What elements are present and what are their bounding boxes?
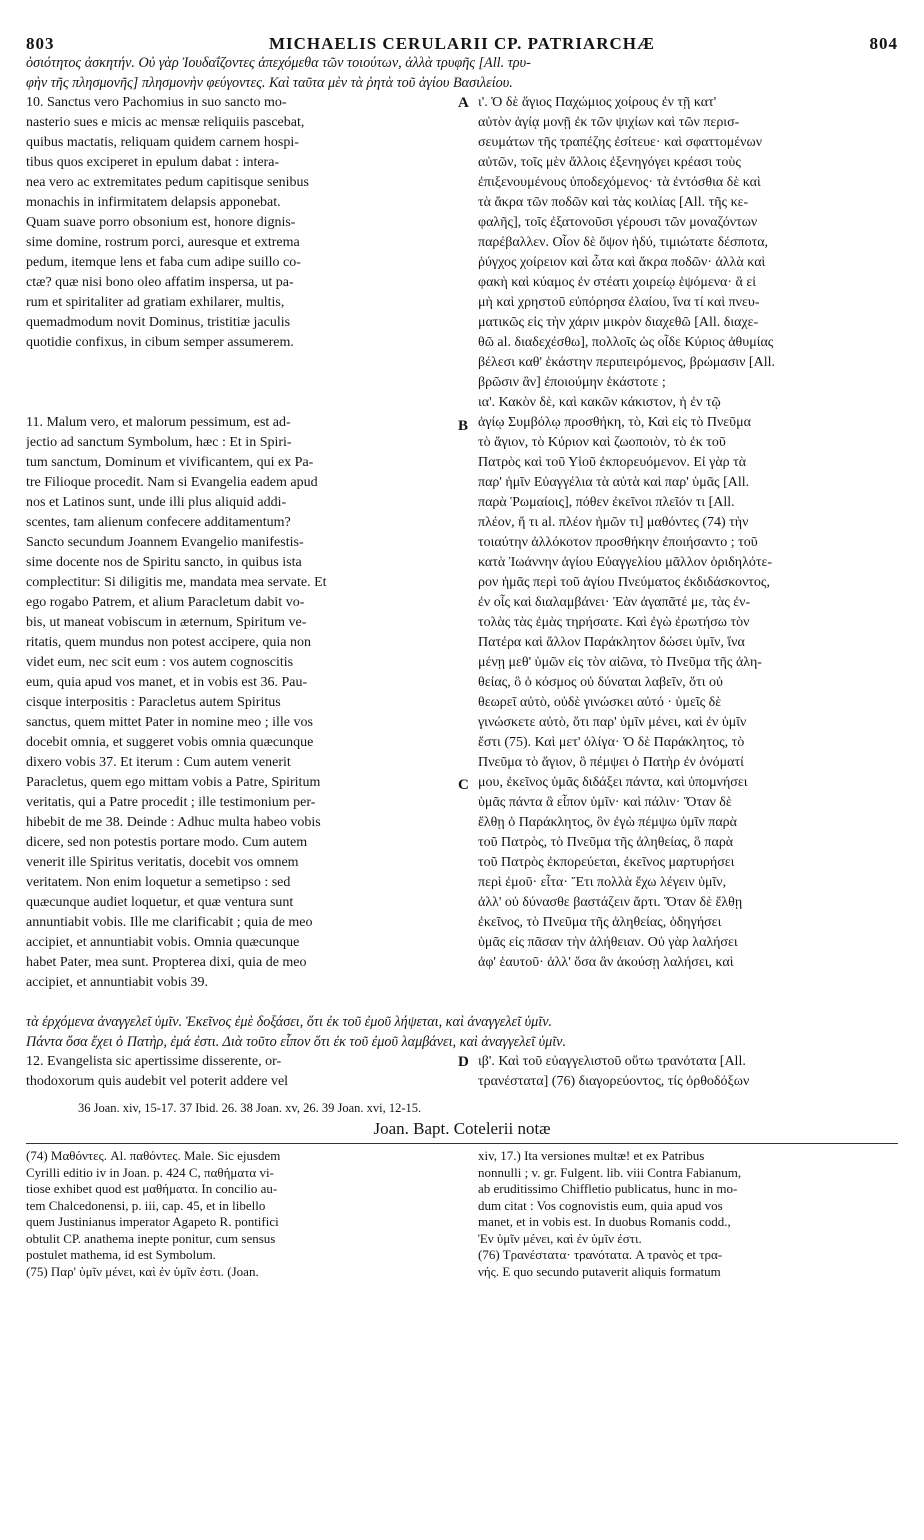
text-line: παρέβαλλεν. Οἷον δὲ ὄψον ἡδύ, τιμιώτατε δέσποτα, <box>478 235 769 250</box>
text-line: postulet mathema, id est Symbolum. <box>26 1247 216 1262</box>
text-line: τολὰς τὰς ἐμὰς τηρήσατε. Καὶ ἐγὼ ἐρωτήσω τὸν <box>478 615 750 630</box>
text-line: dicere, sed non potestis portare modo. Cum autem <box>26 835 308 850</box>
text-line <box>26 373 454 393</box>
text-line: eum, quia apud vos manet, et in vobis est 36. Pau- <box>26 675 308 690</box>
text-line: dum citat : Vos cognovistis eum, quia apud vos <box>478 1197 723 1213</box>
latin-column-tail <box>26 1052 454 1092</box>
text-line: ὑμᾶς εἰς πᾶσαν τὴν ἀλήθειαν. Οὐ γὰρ λαλήσει <box>478 935 738 950</box>
text-line: Πατρὸς καὶ τοῦ Υἱοῦ ἐκπορευόμενον. Εἰ γὰρ τὰ <box>478 455 747 470</box>
text-line: nea vero ac extremitates pedum capitisque senibus <box>26 175 310 190</box>
margin-marker-a: A <box>458 95 469 111</box>
text-line: ἀφ' ἑαυτοῦ· ἀλλ' ὅσα ἂν ἀκούσῃ λαλήσει, καὶ <box>478 955 734 970</box>
text-line: ι'. Ὁ δὲ ἅγιος Παχώμιος χοίρους ἐν τῇ κατ' <box>478 95 717 110</box>
text-line: manet, et in vobis est. In duobus Romanis codd., <box>478 1214 731 1229</box>
text-line: πλέον, ἤ τι al. πλέον ἡμῶν τι] μαθόντες (74) τὴν <box>478 515 749 530</box>
text-line: accipiet, et annuntiabit vobis. Omnia quæcunque <box>26 935 300 950</box>
text-line: ἔστι (75). Καὶ μετ' ὀλίγα· Ὁ δὲ Παράκλητος, τὸ <box>478 735 745 750</box>
text-line: 10. Sanctus vero Pachomius in suo sancto mo- <box>26 95 287 110</box>
footnote-references: 36 Joan. xiv, 15-17. 37 Ibid. 26. 38 Joan. xv, 26. 39 Joan. xvi, 12-15. <box>78 1101 422 1115</box>
latin-column <box>26 93 454 993</box>
text-line: 11. Malum vero, et malorum pessimum, est ad- <box>26 415 291 430</box>
text-line: sanctus, quem mittet Pater in nomine meo ; ille vos <box>26 715 313 730</box>
text-line: θείας, ὃ ὁ κόσμος οὐ δύναται λαβεῖν, ὅτι οὐ <box>478 675 723 690</box>
text-line: sime docente nos de Spiritu sancto, in quibus ista <box>26 555 302 570</box>
text-line: περὶ ἐμοῦ· εἶτα· Ἔτι πολλὰ ἔχω λέγειν ὑμῖν, <box>478 875 727 890</box>
text-line: φαλῆς], τοῖς ἐξατονοῦσι γέρουσι τῶν μοναζόντων <box>478 215 758 230</box>
text-line: Cyrilli editio iv in Joan. p. 424 C, παθήματα vi- <box>26 1164 274 1180</box>
page-number-right: 804 <box>869 34 898 53</box>
text-line: scentes, tam alienum confecere additamentum? <box>26 515 291 530</box>
text-line: θεωρεῖ αὐτὸ, οὐδὲ γινώσκει αὐτό · ὑμεῖς δὲ <box>478 695 722 710</box>
text-line: ἀλλ' οὐ δύνασθε βαστάζειν ἄρτι. Ὅταν δὲ ἔλθῃ <box>478 895 743 910</box>
page <box>26 12 898 1532</box>
text-line: γινώσκετε αὐτὸ, ὅτι παρ' ὑμῖν μένει, καὶ ἐν ὑμῖν <box>478 715 747 730</box>
text-line: jectio ad sanctum Symbolum, hæc : Et in Spiri- <box>26 435 292 450</box>
text-line: μὴ καὶ χρηστοῦ εὐπόρησα ἐλαίου, ἵνα τί καὶ πνευ- <box>478 295 760 310</box>
text-line: quem Justinianus imperator Agapeto R. pontifici <box>26 1214 279 1229</box>
text-line: rum et spiritaliter ad gratiam exhilarer, multis, <box>26 295 285 310</box>
notes-section <box>26 1148 898 1288</box>
text-line: ματικῶς εἰς τὴν χάριν μικρὸν διαχεθῶ [All. διαχε- <box>478 315 759 330</box>
text-line: nasterio sues e micis ac mensæ reliquiis pascebat, <box>26 115 305 130</box>
text-line: φακὴ καὶ κύαμος ἐν στέατι χοιρείῳ ἑψόμενα· ἃ εἰ <box>478 275 757 290</box>
page-header <box>26 12 898 53</box>
text-line: ctæ? quæ nisi bono oleo affatim inspersa, ut pa- <box>26 275 294 290</box>
page-number-left: 803 <box>26 34 55 53</box>
text-line: Sancto secundum Joannem Evangelio manifestis- <box>26 535 304 550</box>
text-line: quemadmodum novit Dominus, tristitiæ jaculis <box>26 315 291 330</box>
text-line: ἁγίῳ Συμβόλῳ προσθήκη, τὸ, Καὶ εἰς τὸ Πνεῦμα <box>478 415 751 430</box>
text-line: βρῶσιν ἂν] ἐποιούμην ἑκάστοτε ; <box>478 375 666 390</box>
text-line: tibus quos exciperet in epulum dabat : intera- <box>26 155 280 170</box>
text-line: tem Chalcedonensi, p. iii, cap. 45, et in libello <box>26 1197 266 1213</box>
scripture-references <box>26 1100 898 1117</box>
text-line: veritatis, qui a Patre procedit ; ille testimonium per- <box>26 795 316 810</box>
margin-marker-b: B <box>458 418 469 434</box>
text-line: τοῦ Πατρὸς ἐκπορεύεται, ἐκεῖνος μαρτυρήσει <box>478 855 735 870</box>
text-line: ἐκεῖνος, τὸ Πνεῦμα τῆς ἀληθείας, ὁδηγήσει <box>478 915 722 930</box>
text-line: σευμάτων τῆς τραπέζης ἐσίτευε· καὶ σφαττομένων <box>478 135 763 150</box>
text-line: (76) Τρανέστατα· τρανότατα. A τρανὸς et τρα- <box>478 1247 723 1262</box>
text-line: βέλεσι καθ' ἑκάστην περιπειρόμενος, βρώμασιν [All. <box>478 355 775 370</box>
text-line: ἔλθῃ ὁ Παράκλητος, ὃν ἐγὼ πέμψω ὑμῖν παρὰ <box>478 815 737 830</box>
greek-column-tail <box>478 1052 896 1092</box>
text-line: complectitur: Si diligitis me, mandata mea servate. Et <box>26 575 327 590</box>
top-greek-lines <box>26 54 898 93</box>
text-line: παρ' ἡμῖν Εὐαγγέλια τὰ αὐτὰ καὶ παρ' ὑμᾶς [All. <box>478 475 750 490</box>
text-line: ab eruditissimo Chiffletio publicatus, hunc in mo- <box>478 1181 738 1196</box>
notes-title: Joan. Bapt. Cotelerii notæ <box>373 1119 551 1138</box>
text-line: annuntiabit vobis. Ille me clarificabit ; quia de meo <box>26 915 313 930</box>
margin-marker-d: D <box>458 1054 469 1070</box>
text-line: quæcunque audiet loquetur, et quæ ventura sunt <box>26 895 294 910</box>
text-line: νής. E quo secundo putaverit aliquis formatum <box>478 1263 721 1279</box>
text-line: ritatis, quem mundus non potest accipere, quia non <box>26 635 311 650</box>
text-line: αὐτὸν ἁγίᾳ μονῇ ἐκ τῶν ψιχίων καὶ τῶν περισ- <box>478 115 740 130</box>
text-line: ιβ'. Καὶ τοῦ εὐαγγελιστοῦ οὕτω τρανότατα [All. <box>478 1054 746 1069</box>
text-line: Ἐν ὑμῖν μένει, καὶ ἐν ὑμῖν ἐστι. <box>478 1230 642 1246</box>
text-line: bis, ut maneat vobiscum in æternum, Spiritum ve- <box>26 615 307 630</box>
text-line: quotidie confixus, in cibum semper assumerem. <box>26 335 294 350</box>
greek-column <box>478 93 896 973</box>
text-line: Πάντα ὅσα ἔχει ὁ Πατὴρ, ἐμά ἐστι. Διὰ τοῦτο εἶπον ὅτι ἐκ τοῦ ἐμοῦ λαμβάνει, καὶ ἀναγγελεῖ ὑμῖν. <box>26 1033 567 1050</box>
text-line: τὸ ἅγιον, τὸ Κύριον καὶ ζωοποιὸν, τὸ ἐκ τοῦ <box>478 435 726 450</box>
text-line: quibus mactatis, reliquam quidem carnem hospi- <box>26 135 299 150</box>
notes-left-column <box>26 1148 454 1280</box>
text-line: Πατέρα καὶ ἄλλον Παράκλητον δώσει ὑμῖν, ἵνα <box>478 635 745 650</box>
mid-greek-lines <box>26 1013 898 1052</box>
text-line: ρον ἡμᾶς περὶ τοῦ ἁγίου Πνεύματος ἐκδιδάσκοντος, <box>478 575 770 590</box>
text-line: Quam suave porro obsonium est, honore dignis- <box>26 215 296 230</box>
two-column-tail <box>26 1052 898 1094</box>
text-line: τοιαύτην ἀλλόκοτον προσθήκην ἐποιήσαντο ; τοῦ <box>478 535 758 550</box>
text-line: thodoxorum quis audebit vel poterit addere vel <box>26 1074 289 1089</box>
text-line: ῥύγχος χοίρειον καὶ ὦτα καὶ ἄκρα ποδῶν· ἀλλὰ καὶ <box>478 255 766 270</box>
text-line: αὐτῶν, τοῖς μὲν ἄλλοις ἐξενηγόγει κρέασι τοὺς <box>478 155 741 170</box>
running-title: MICHAELIS CERULARII CP. PATRIARCHÆ <box>268 34 655 53</box>
text-line: Paracletus, quem ego mittam vobis a Patre, Spiritum <box>26 775 321 790</box>
notes-divider <box>26 1143 898 1144</box>
text-line: docebit omnia, et suggeret vobis omnia quæcunque <box>26 735 314 750</box>
text-line: nos et Latinos sunt, unde illi plus aliquid addi- <box>26 495 287 510</box>
text-line: habet Pater, mea sunt. Propterea dixi, quia de meo <box>26 955 307 970</box>
text-line: μου, ἐκεῖνος ὑμᾶς διδάξει πάντα, καὶ ὑπομνήσει <box>478 775 748 790</box>
text-line: 12. Evangelista sic apertissime disserente, or- <box>26 1054 282 1069</box>
text-line: τρανέστατα] (76) διαγορεύοντος, τίς ὀρθοδόξων <box>478 1074 750 1089</box>
margin-marker-c: C <box>458 777 469 793</box>
text-line: cisque interpositis : Paracletus autem Spiritus <box>26 695 281 710</box>
text-line: videt eum, nec scit eum : vos autem cognoscitis <box>26 655 294 670</box>
two-column-body <box>26 93 898 1013</box>
text-line: sime domine, rostrum porci, auresque et extrema <box>26 235 300 250</box>
text-line: τὰ ἄκρα τῶν ποδῶν καὶ τὰς κοιλίας [All. τῆς κε- <box>478 195 749 210</box>
text-line: pedum, itemque lens et faba cum adipe suillo co- <box>26 255 301 270</box>
text-line: μένῃ μεθ' ὑμῶν εἰς τὸν αἰῶνα, τὸ Πνεῦμα τῆς ἀλη- <box>478 655 762 670</box>
text-line: ια'. Κακὸν δὲ, καὶ κακῶν κάκιστον, ἡ ἐν τῷ <box>478 395 721 410</box>
text-line <box>26 353 454 373</box>
text-line: tum sanctum, Dominum et vivificantem, qui ex Pa- <box>26 455 314 470</box>
text-line: tiose exhibet quod est μαθήματα. In concilio au- <box>26 1181 278 1196</box>
text-line: veritatem. Non enim loquetur a semetipso : sed <box>26 875 291 890</box>
text-line: ὑμᾶς πάντα ἃ εἶπον ὑμῖν· καὶ πάλιν· Ὅταν δὲ <box>478 795 732 810</box>
text-line: obtulit CP. anathema inepte ponitur, cum sensus <box>26 1230 276 1246</box>
text-line <box>26 393 454 413</box>
text-line: venerit ille Spiritus veritatis, docebit vos omnem <box>26 855 299 870</box>
text-line: (74) Μαθόντες. Al. παθόντες. Male. Sic ejusdem <box>26 1148 281 1163</box>
text-line: nonnulli ; v. gr. Fulgent. lib. viii Contra Fabianum, <box>478 1164 742 1180</box>
text-line: ὁσιότητος ἀσκητήν. Οὐ γὰρ Ἰουδαΐζοντες ἀπεχόμεθα τῶν τοιούτων, ἀλλὰ τρυφῆς [All. τρυ- <box>26 55 531 71</box>
text-line: τὰ ἐρχόμενα ἀναγγελεῖ ὑμῖν. Ἐκεῖνος ἐμὲ δοξάσει, ὅτι ἐκ τοῦ ἐμοῦ λήψεται, καὶ ἀναγγελεῖ ὑμῖν. <box>26 1014 553 1030</box>
text-line: Πνεῦμα τὸ ἅγιον, ὃ πέμψει ὁ Πατὴρ ἐν ὀνόματί <box>478 755 744 770</box>
notes-right-column <box>478 1148 896 1280</box>
text-line: (75) Παρ' ὑμῖν μένει, καὶ ἐν ὑμῖν ἐστι. (Joan. <box>26 1263 259 1279</box>
text-line: xiv, 17.) Ita versiones multæ! et ex Patribus <box>478 1148 705 1163</box>
text-line: φὴν τῆς πλησμονῆς] πλησμονὴν φεύγοντες. Καὶ ταῦτα μὲν τὰ ῥητὰ τοῦ ἁγίου Βασιλείου. <box>26 74 513 91</box>
text-line: τοῦ Πατρὸς, τὸ Πνεῦμα τῆς ἀληθείας, ὃ παρὰ <box>478 835 734 850</box>
text-line: accipiet, et annuntiabit vobis 39. <box>26 975 208 990</box>
text-line: παρὰ Ῥωμαίοις], πόθεν ἐκεῖνοι πλεῖόν τι [All. <box>478 495 735 510</box>
text-line: ἐν οἷς καὶ διαλαμβάνει· Ἐὰν ἀγαπᾶτέ με, τὰς ἐν- <box>478 595 751 610</box>
text-line: hibebit de me 38. Deinde : Adhuc multa habeo vobis <box>26 815 321 830</box>
text-line: tre Filioque procedit. Nam si Evangelia eadem apud <box>26 475 318 490</box>
text-line: κατὰ Ἰωάννην ἁγίου Εὐαγγελίου μᾶλλον ὁριδηλότε- <box>478 555 773 570</box>
text-line: ego rogabo Patrem, et alium Paracletum dabit vo- <box>26 595 305 610</box>
text-line: ἐπιξενουμένους ὑποδεχόμενος· τὰ ἐντόσθια δὲ καὶ <box>478 175 761 190</box>
text-line: θῶ al. διαδεχέσθω], πολλοῖς ὡς οἶδε Κύριος ἀθυμίας <box>478 335 774 350</box>
text-line: monachis in infirmitatem delapsis apponebat. <box>26 195 281 210</box>
text-line: dixero vobis 37. Et iterum : Cum autem venerit <box>26 755 291 770</box>
